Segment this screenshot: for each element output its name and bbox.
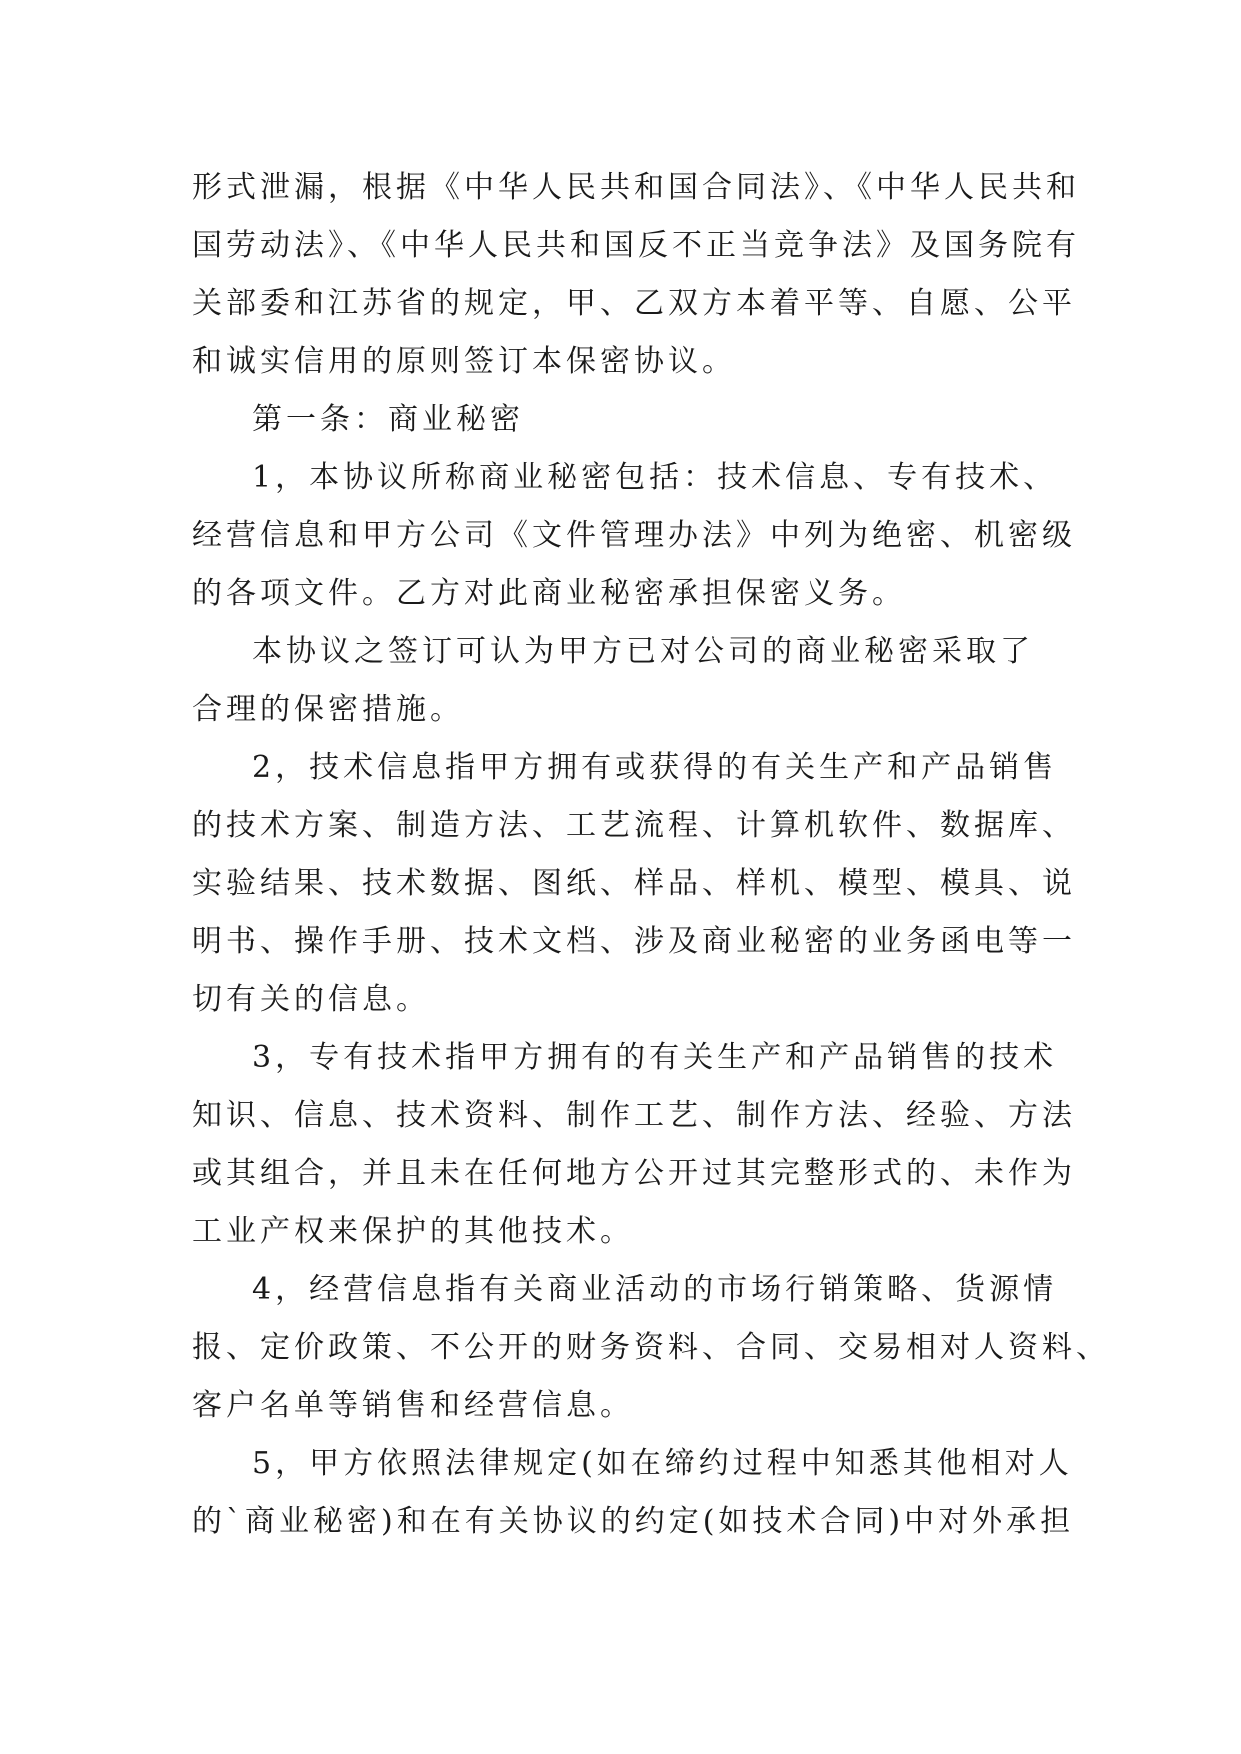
text-line: 知识、信息、技术资料、制作工艺、制作方法、经验、方法 xyxy=(192,1098,1076,1133)
text-line: 4，经营信息指有关商业活动的市场行销策略、货源情 xyxy=(252,1272,1058,1307)
text-line: 客户名单等销售和经营信息。 xyxy=(192,1388,634,1423)
text-line: 形式泄漏，根据《中华人民共和国合同法》、《中华人民共和 xyxy=(192,170,1080,205)
text-line: 工业产权来保护的其他技术。 xyxy=(192,1214,634,1249)
text-line: 5，甲方依照法律规定(如在缔约过程中知悉其他相对人 xyxy=(252,1446,1073,1481)
section-heading: 第一条：商业秘密 xyxy=(252,402,524,437)
text-line: 切有关的信息。 xyxy=(192,982,430,1017)
text-line: 经营信息和甲方公司《文件管理办法》中列为绝密、机密级 xyxy=(192,518,1076,553)
text-line: 国劳动法》、《中华人民共和国反不正当竞争法》及国务院有 xyxy=(192,228,1080,263)
text-line: 2，技术信息指甲方拥有或获得的有关生产和产品销售 xyxy=(252,750,1058,785)
text-line: 本协议之签订可认为甲方已对公司的商业秘密采取了 xyxy=(252,634,1034,669)
text-line: 1，本协议所称商业秘密包括：技术信息、专有技术、 xyxy=(252,460,1058,495)
text-line: 报、定价政策、不公开的财务资料、合同、交易相对人资料、 xyxy=(192,1330,1110,1365)
text-line: 明书、操作手册、技术文档、涉及商业秘密的业务函电等一 xyxy=(192,924,1076,959)
text-line: 的技术方案、制造方法、工艺流程、计算机软件、数据库、 xyxy=(192,808,1076,843)
text-line: 的`商业秘密)和在有关协议的约定(如技术合同)中对外承担 xyxy=(192,1504,1075,1539)
text-line: 的各项文件。乙方对此商业秘密承担保密义务。 xyxy=(192,576,906,611)
text-line: 或其组合，并且未在任何地方公开过其完整形式的、未作为 xyxy=(192,1156,1076,1191)
text-line: 合理的保密措施。 xyxy=(192,692,464,727)
text-line: 和诚实信用的原则签订本保密协议。 xyxy=(192,344,736,379)
text-line: 3，专有技术指甲方拥有的有关生产和产品销售的技术 xyxy=(252,1040,1058,1075)
text-line: 关部委和江苏省的规定，甲、乙双方本着平等、自愿、公平 xyxy=(192,286,1076,321)
text-line: 实验结果、技术数据、图纸、样品、样机、模型、模具、说 xyxy=(192,866,1076,901)
